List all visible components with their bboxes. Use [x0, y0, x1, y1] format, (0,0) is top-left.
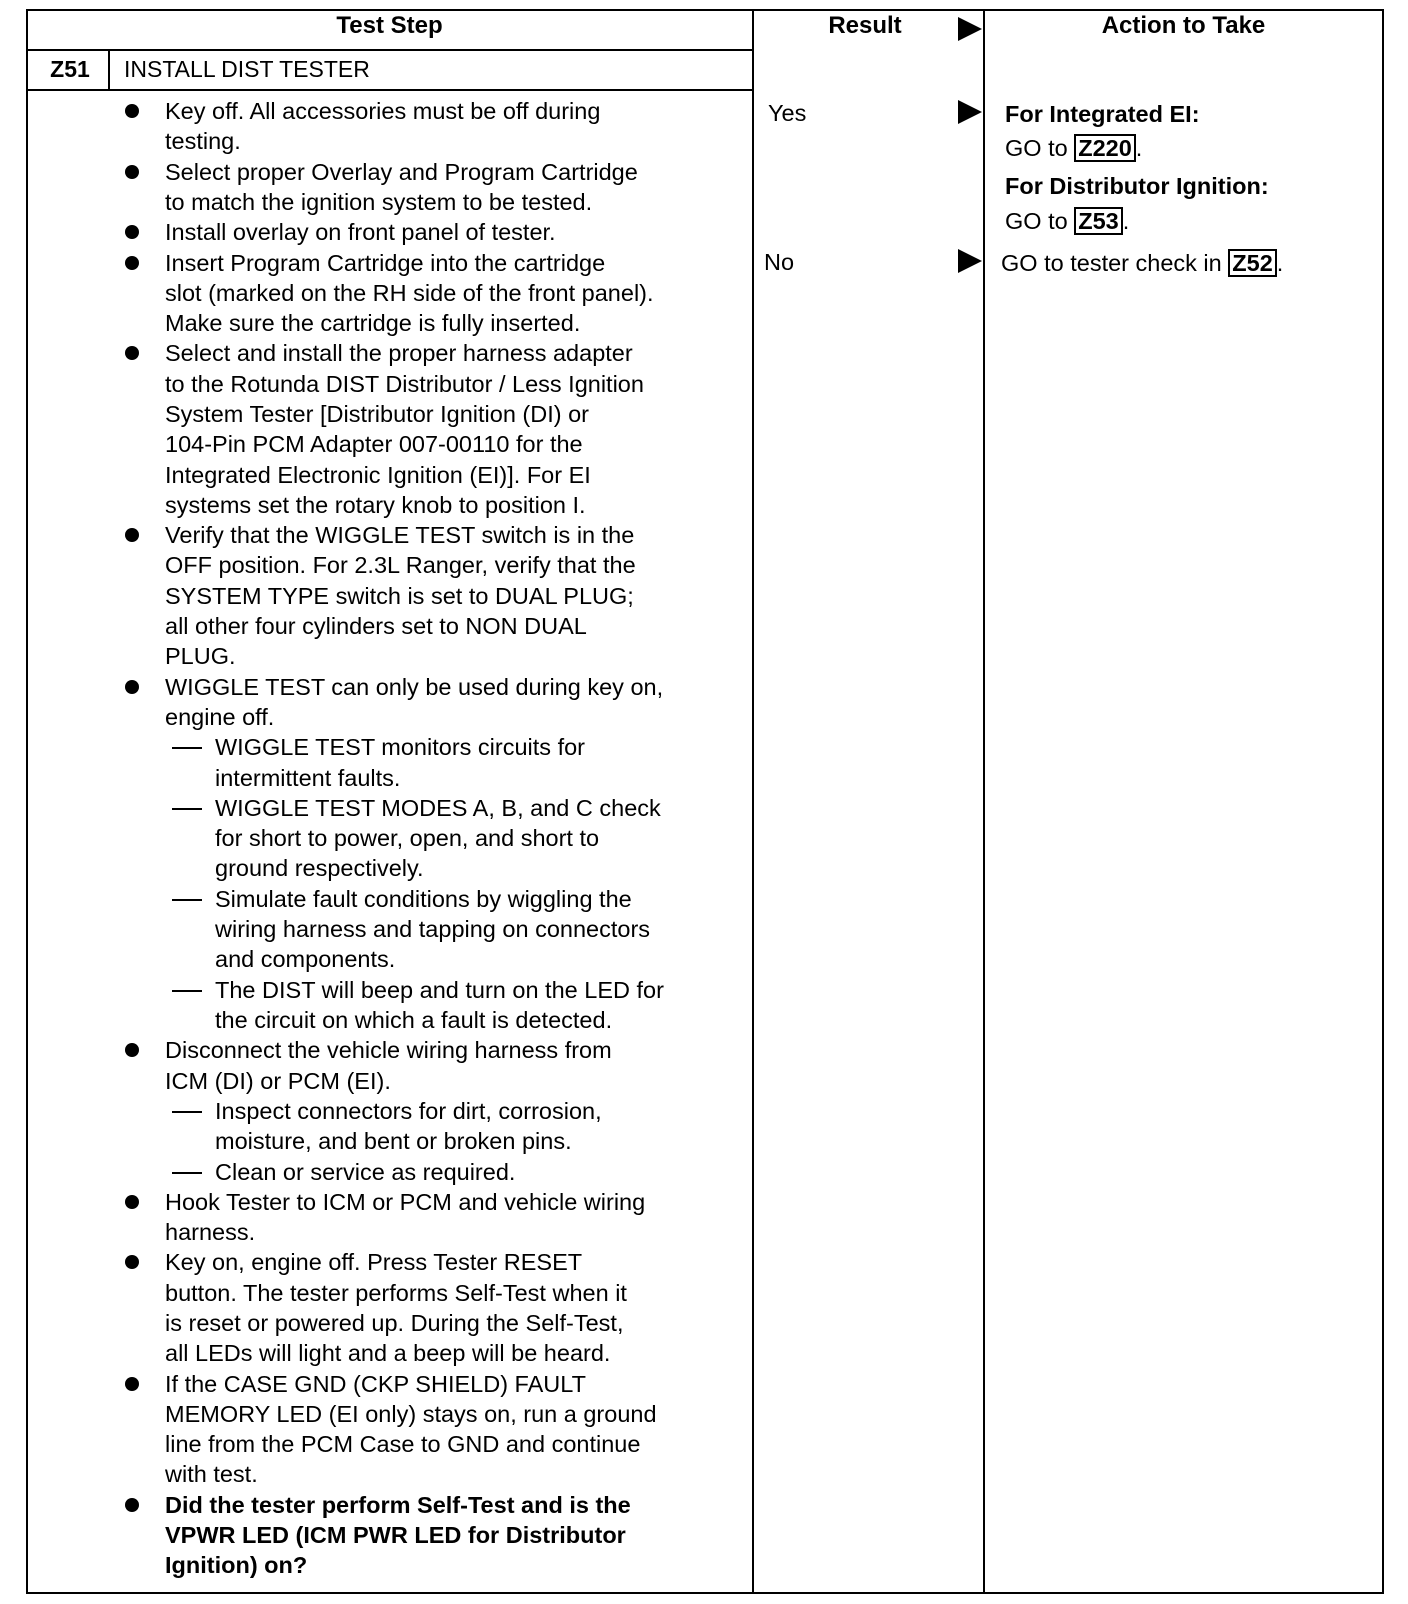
step-item-line: harness.: [165, 1219, 256, 1246]
step-item-line: all other four cylinders set to NON DUAL: [165, 613, 587, 640]
step-item-line: to match the ignition system to be tested.: [165, 188, 593, 215]
step-reference-z52: Z52: [1228, 249, 1277, 277]
sub-step-item: [215, 884, 650, 975]
step-item-line: with test.: [165, 1461, 258, 1488]
dash-marker-icon: [172, 1111, 202, 1113]
step-item-line: Key on, engine off. Press Tester RESET: [165, 1249, 583, 1276]
step-item-line: Hook Tester to ICM or PCM and vehicle wiring: [165, 1188, 646, 1215]
column-divider-result-action: [983, 9, 985, 1594]
step-item: [165, 1247, 627, 1368]
sub-step-item: [215, 1157, 515, 1187]
step-item-line: The DIST will beep and turn on the LED for: [215, 976, 664, 1003]
step-item-line: System Tester [Distributor Ignition (DI) or: [165, 400, 589, 427]
result-yes-arrow-icon: [958, 100, 982, 124]
action-no-go-text: GO to tester check in: [1001, 250, 1222, 276]
header-rule: [26, 49, 753, 51]
step-item-line: Verify that the WIGGLE TEST switch is in the: [165, 522, 635, 549]
dash-marker-icon: [172, 990, 202, 992]
action-distributor-period: .: [1122, 208, 1130, 234]
bullet-icon: [125, 1377, 139, 1391]
step-item-line: engine off.: [165, 703, 275, 730]
bullet-icon: [125, 1195, 139, 1209]
step-item: [165, 672, 663, 733]
action-integrated-period: .: [1135, 135, 1143, 161]
step-item-line: 104-Pin PCM Adapter 007-00110 for the: [165, 431, 583, 458]
step-item: [165, 1369, 657, 1490]
step-item-line: Install overlay on front panel of tester.: [165, 219, 556, 246]
header-result: Result: [828, 12, 902, 39]
sub-step-item: [215, 793, 661, 884]
bullet-icon: [125, 1498, 139, 1512]
sub-step-item: [215, 975, 664, 1036]
dash-marker-icon: [172, 899, 202, 901]
action-distributor-go-text: GO to: [1005, 208, 1068, 234]
bullet-icon: [125, 165, 139, 179]
step-item-line: intermittent faults.: [215, 764, 401, 791]
column-divider-step-result: [752, 9, 754, 1594]
step-item-line: Did the tester perform Self-Test and is the: [165, 1491, 631, 1518]
step-item: [165, 1187, 645, 1248]
sub-step-item: [215, 732, 585, 793]
step-item: [165, 217, 556, 247]
header-action: Action to Take: [1101, 12, 1266, 39]
action-integrated-label: For Integrated EI:: [1005, 101, 1200, 127]
step-item-line: for short to power, open, and short to: [215, 825, 600, 852]
step-item-line: If the CASE GND (CKP SHIELD) FAULT: [165, 1370, 586, 1397]
step-item-line: is reset or powered up. During the Self-Test,: [165, 1309, 624, 1336]
dash-marker-icon: [172, 747, 202, 749]
step-item-line: Disconnect the vehicle wiring harness from: [165, 1037, 612, 1064]
action-distributor-go: [1005, 206, 1129, 236]
step-item-line: Make sure the cartridge is fully inserted.: [165, 310, 581, 337]
step-item: [165, 520, 636, 671]
action-distributor-label: For Distributor Ignition:: [1005, 173, 1269, 199]
action-no-period: .: [1276, 250, 1284, 276]
step-item-line: Simulate fault conditions by wiggling the: [215, 885, 632, 912]
step-item-line: VPWR LED (ICM PWR LED for Distributor: [165, 1522, 626, 1549]
bullet-icon: [125, 680, 139, 694]
action-integrated-go: [1005, 133, 1142, 163]
step-item-line: Select proper Overlay and Program Cartridge: [165, 158, 638, 185]
step-item-line: line from the PCM Case to GND and continue: [165, 1431, 641, 1458]
step-item: [165, 96, 600, 157]
step-title: INSTALL DIST TESTER: [124, 56, 370, 82]
header-arrow-icon: [958, 17, 982, 41]
step-item-line: Select and install the proper harness adapter: [165, 340, 633, 367]
result-no: No: [764, 249, 795, 275]
step-item-line: Insert Program Cartridge into the cartridge: [165, 249, 606, 276]
step-item-line: button. The tester performs Self-Test when it: [165, 1279, 627, 1306]
step-item: [165, 338, 644, 520]
step-item-line: SYSTEM TYPE switch is set to DUAL PLUG;: [165, 582, 634, 609]
step-item: [165, 1490, 631, 1581]
step-item-line: MEMORY LED (EI only) stays on, run a ground: [165, 1400, 657, 1427]
step-item-line: Ignition) on?: [165, 1552, 308, 1579]
step-item-line: testing.: [165, 128, 241, 155]
step-item-line: to the Rotunda DIST Distributor / Less Ignition: [165, 370, 644, 397]
step-item-line: Key off. All accessories must be off during: [165, 98, 601, 124]
step-reference-z53: Z53: [1074, 207, 1123, 235]
header-test-step: Test Step: [336, 12, 443, 39]
sub-step-item: [215, 1096, 602, 1157]
step-item-line: WIGGLE TEST monitors circuits for: [215, 734, 585, 761]
step-item-line: moisture, and bent or broken pins.: [215, 1128, 572, 1155]
step-item: [165, 157, 638, 218]
action-no-go: [1001, 248, 1283, 278]
step-item: [165, 248, 654, 339]
dash-marker-icon: [172, 808, 202, 810]
step-item-line: wiring harness and tapping on connectors: [215, 916, 651, 943]
step-item-line: Inspect connectors for dirt, corrosion,: [215, 1097, 602, 1124]
step-item: [165, 1035, 612, 1096]
step-item-line: WIGGLE TEST MODES A, B, and C check: [215, 794, 661, 821]
step-item-line: ICM (DI) or PCM (EI).: [165, 1067, 391, 1094]
bullet-icon: [125, 104, 139, 118]
step-item-line: Clean or service as required.: [215, 1158, 516, 1185]
step-item-line: OFF position. For 2.3L Ranger, verify that the: [165, 552, 636, 579]
step-item-line: the circuit on which a fault is detected.: [215, 1006, 613, 1033]
step-item-line: and components.: [215, 946, 396, 973]
step-item-line: ground respectively.: [215, 855, 424, 882]
step-item-line: PLUG.: [165, 643, 236, 670]
bullet-icon: [125, 256, 139, 270]
step-item-line: slot (marked on the RH side of the front panel).: [165, 279, 654, 306]
step-number: Z51: [50, 56, 90, 82]
step-item-line: WIGGLE TEST can only be used during key on,: [165, 673, 664, 700]
step-title-rule: [26, 89, 753, 91]
result-yes: Yes: [768, 100, 807, 126]
result-no-arrow-icon: [958, 249, 982, 273]
action-integrated-go-text: GO to: [1005, 135, 1068, 161]
dash-marker-icon: [172, 1172, 202, 1174]
step-item-line: all LEDs will light and a beep will be heard.: [165, 1340, 611, 1367]
step-item-line: Integrated Electronic Ignition (EI)]. For EI: [165, 461, 591, 488]
step-reference-z220: Z220: [1074, 134, 1136, 162]
step-number-divider: [108, 51, 110, 91]
step-item-line: systems set the rotary knob to position I.: [165, 491, 586, 518]
